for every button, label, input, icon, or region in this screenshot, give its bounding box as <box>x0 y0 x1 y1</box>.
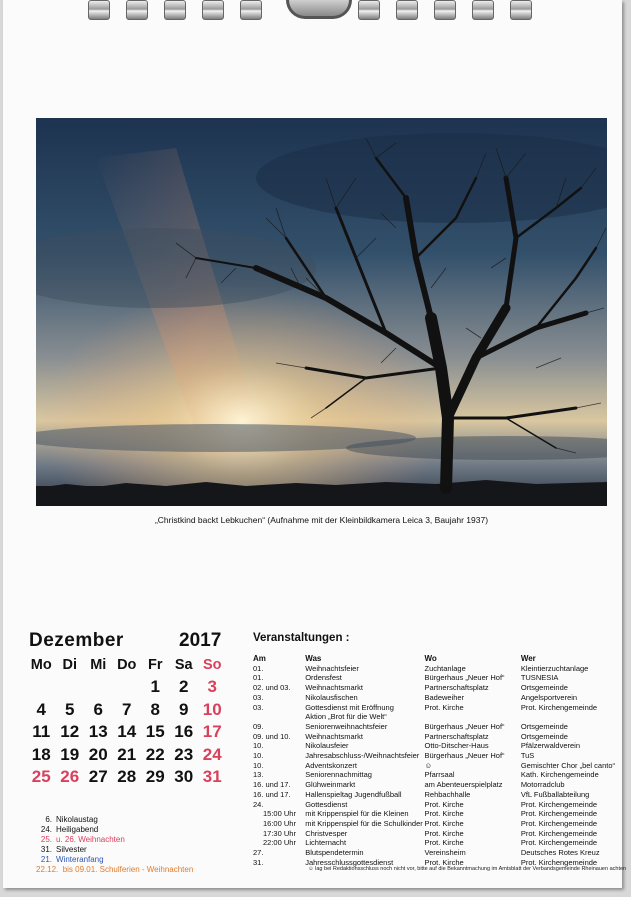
day-cell-sunday: 17 <box>202 722 222 742</box>
event-row <box>253 722 622 732</box>
event-location: Pfarrsaal <box>424 770 455 780</box>
day-cell: 11 <box>32 722 51 742</box>
holiday-text: u. 26. Weihnachten <box>56 835 125 844</box>
event-location: Prot. Kirche <box>424 799 464 809</box>
day-cell: 29 <box>145 767 165 787</box>
day-cell: 28 <box>117 767 137 787</box>
hanger-hook <box>286 0 352 19</box>
events-title: Veranstaltungen : <box>253 632 350 644</box>
day-cell-holiday: 26 <box>60 767 80 787</box>
holiday-date: 24. <box>40 825 52 834</box>
day-cell: 20 <box>88 744 108 764</box>
event-date: 27. <box>253 848 264 858</box>
holiday-date: 21. <box>40 855 52 864</box>
event-name: Seniorenweihnachtsfeier <box>305 721 388 731</box>
holiday-date: 22.12. <box>36 865 59 874</box>
event-organizer: Prot. Kirchengemeinde <box>520 809 598 819</box>
weekday-label: Fr <box>148 657 163 673</box>
event-location: am Abenteuerspielplatz <box>424 780 503 790</box>
event-organizer: TuS <box>520 751 535 761</box>
binding-ring <box>434 0 456 20</box>
day-cell-sunday: 10 <box>202 699 222 719</box>
event-row <box>253 809 622 819</box>
day-cell: 2 <box>179 677 189 697</box>
event-date: 01. <box>253 673 264 683</box>
events-header-row <box>253 654 622 664</box>
spiral-binding <box>0 0 631 22</box>
holiday-item <box>36 825 193 835</box>
event-name: Gottesdienst <box>305 799 348 809</box>
event-date: 13. <box>253 770 264 780</box>
day-cell: 14 <box>117 722 137 742</box>
event-name: mit Krippenspiel für die Kleinen <box>305 809 409 819</box>
event-row <box>253 741 622 751</box>
day-cell: 1 <box>150 677 160 697</box>
calendar-page <box>3 0 627 888</box>
event-date: 22:00 Uhr <box>263 838 296 848</box>
binding-ring <box>358 0 380 20</box>
photo-caption: „Christkind backt Lebkuchen“ (Aufnahme mit der Kleinbildkamera Leica 3, Baujahr 1937) <box>154 515 489 525</box>
event-date: 15:00 Uhr <box>263 809 296 819</box>
day-cell: 27 <box>88 767 108 787</box>
day-cell <box>84 676 113 699</box>
day-cell: 23 <box>174 744 194 764</box>
event-row <box>253 800 622 810</box>
event-location: Prot. Kirche <box>424 857 464 867</box>
event-name: Christvesper <box>305 828 348 838</box>
day-cell: 9 <box>179 699 189 719</box>
event-organizer: Gemischter Chor „bel canto“ <box>520 760 616 770</box>
binding-ring <box>472 0 494 20</box>
event-location: Bürgerhaus „Neuer Hof“ <box>424 751 505 761</box>
event-organizer: Angelsportverein <box>520 692 578 702</box>
event-row <box>253 664 622 674</box>
holiday-text: Winteranfang <box>56 855 104 864</box>
event-row <box>253 848 622 858</box>
day-cell-sunday: 3 <box>207 677 217 697</box>
holiday-text: Heiligabend <box>56 825 99 834</box>
event-organizer: Motorradclub <box>520 780 565 790</box>
event-organizer: Ortsgemeinde <box>520 721 568 731</box>
event-organizer <box>521 712 622 722</box>
binding-ring <box>240 0 262 20</box>
event-organizer: Pfälzerwaldverein <box>520 741 581 751</box>
binding-ring <box>164 0 186 20</box>
holiday-item <box>36 865 193 875</box>
event-row <box>253 703 622 713</box>
day-cell <box>56 676 85 699</box>
event-organizer: Ortsgemeinde <box>520 731 568 741</box>
weekday-label-sunday: So <box>202 657 222 673</box>
day-cell <box>27 676 56 699</box>
event-location: Bürgerhaus „Neuer Hof“ <box>424 673 505 683</box>
event-date: 16. und 17. <box>253 789 291 799</box>
event-name: Seniorennachmittag <box>305 770 372 780</box>
event-date: 10. <box>253 751 264 761</box>
event-location: Prot. Kirche <box>424 809 464 819</box>
tree-sunset-photo <box>36 118 607 506</box>
holiday-item <box>36 845 193 855</box>
event-location: Badeweiher <box>424 692 465 702</box>
event-organizer: Prot. Kirchengemeinde <box>520 818 598 828</box>
holiday-list <box>36 815 193 875</box>
event-row <box>253 683 622 693</box>
event-organizer: Prot. Kirchengemeinde <box>520 857 598 867</box>
event-location: Vereinsheim <box>424 848 466 858</box>
event-name: Gottesdienst mit Eröffnung <box>305 702 394 712</box>
day-cell: 6 <box>93 699 103 719</box>
event-location: Rehbachhalle <box>424 789 471 799</box>
holiday-date: 25. <box>40 835 52 844</box>
event-row <box>253 829 622 839</box>
event-date: 10. <box>253 741 264 751</box>
col-header-wo: Wo <box>424 654 437 663</box>
day-cell: 5 <box>65 699 75 719</box>
event-row <box>253 761 622 771</box>
day-cell: 4 <box>36 699 46 719</box>
event-name: Lichternacht <box>305 838 347 848</box>
event-name: Nikolausfischen <box>305 692 358 702</box>
day-cell: 22 <box>145 744 165 764</box>
event-name: Weihnachtsmarkt <box>305 683 364 693</box>
weekday-label: Mo <box>30 657 52 673</box>
event-date: 02. und 03. <box>253 683 291 693</box>
event-date <box>253 712 305 722</box>
event-name: Ordensfest <box>305 673 342 683</box>
event-date: 10. <box>253 760 264 770</box>
event-location <box>424 712 520 722</box>
event-location: Prot. Kirche <box>424 828 464 838</box>
day-cell: 19 <box>60 744 80 764</box>
event-location: Zuchtanlage <box>424 663 466 673</box>
event-name: Blutspendetermin <box>305 848 364 858</box>
day-cell: 7 <box>122 699 132 719</box>
event-organizer: Ortsgemeinde <box>520 683 568 693</box>
event-location: Partnerschaftsplatz <box>424 731 489 741</box>
event-location: ☺ <box>424 760 433 770</box>
event-date: 16. und 17. <box>253 780 291 790</box>
event-date: 01. <box>253 663 264 673</box>
col-header-wer: Wer <box>520 654 536 663</box>
event-date: 24. <box>253 799 264 809</box>
event-location: Prot. Kirche <box>424 702 464 712</box>
col-header-was: Was <box>305 654 322 663</box>
day-cell: 12 <box>60 722 80 742</box>
event-date: 09. und 10. <box>253 731 291 741</box>
day-cell-holiday: 25 <box>31 767 51 787</box>
event-row <box>253 693 622 703</box>
day-cell: 15 <box>145 722 165 742</box>
event-organizer: Prot. Kirchengemeinde <box>520 702 598 712</box>
day-cell: 13 <box>88 722 108 742</box>
event-row <box>253 838 622 848</box>
holiday-date: 31. <box>40 845 52 854</box>
event-date: 31. <box>253 857 264 867</box>
event-organizer: Kath. Kirchengemeinde <box>520 770 599 780</box>
event-row <box>253 780 622 790</box>
event-location: Bürgerhaus „Neuer Hof“ <box>424 721 505 731</box>
event-organizer: TUSNESIA <box>520 673 559 683</box>
binding-ring <box>88 0 110 20</box>
weekday-label: Sa <box>174 657 193 673</box>
event-row <box>253 770 622 780</box>
event-row <box>253 751 622 761</box>
holiday-item <box>36 855 193 865</box>
event-location: Partnerschaftsplatz <box>424 683 489 693</box>
event-name: Jahresabschluss-/Weihnachtsfeier <box>305 751 420 761</box>
event-location: Prot. Kirche <box>424 838 464 848</box>
event-name: Glühweinmarkt <box>305 780 356 790</box>
event-organizer: Kleintierzuchtanlage <box>520 663 589 673</box>
event-row <box>253 712 622 722</box>
event-date: 03. <box>253 702 264 712</box>
event-name: Weihnachtsfeier <box>305 663 359 673</box>
day-cell: 30 <box>174 767 194 787</box>
event-name: Jahresschlussgottesdienst <box>305 857 394 867</box>
binding-ring <box>202 0 224 20</box>
holiday-text: Silvester <box>56 845 87 854</box>
event-organizer: Prot. Kirchengemeinde <box>520 828 598 838</box>
day-cell: 18 <box>31 744 51 764</box>
month-name: Dezember <box>29 630 124 651</box>
binding-ring <box>396 0 418 20</box>
holiday-date: 6. <box>45 815 52 824</box>
event-name: Adventskonzert <box>305 760 357 770</box>
weekday-label: Mi <box>90 657 107 673</box>
event-row <box>253 673 622 683</box>
day-cell-sunday: 31 <box>202 767 222 787</box>
holiday-text: Nikolaustag <box>56 815 98 824</box>
event-date: 17:30 Uhr <box>263 828 296 838</box>
day-cell: 8 <box>150 699 160 719</box>
event-name: mit Krippenspiel für die Schulkinder <box>305 818 423 828</box>
year: 2017 <box>179 630 222 651</box>
event-organizer: Prot. Kirchengemeinde <box>520 799 598 809</box>
event-date: 16:00 Uhr <box>263 818 296 828</box>
holiday-item <box>36 835 193 845</box>
col-header-am: Am <box>253 654 266 663</box>
event-row <box>253 819 622 829</box>
weekday-label: Do <box>117 657 137 673</box>
day-cell-holiday: 24 <box>202 744 222 764</box>
events-table <box>253 654 622 867</box>
event-row <box>253 790 622 800</box>
event-date: 09. <box>253 721 264 731</box>
event-organizer: VfL Fußballabteilung <box>520 789 590 799</box>
event-organizer: Deutsches Rotes Kreuz <box>520 848 600 858</box>
event-organizer: Prot. Kirchengemeinde <box>520 838 598 848</box>
event-location: Otto-Ditscher-Haus <box>424 741 489 751</box>
binding-ring <box>126 0 148 20</box>
event-name: Weihnachtsmarkt <box>305 731 364 741</box>
event-name: Aktion „Brot für die Welt“ <box>305 712 387 722</box>
day-cell: 16 <box>174 722 194 742</box>
footnote: ☺ lag bei Redaktionsschluss noch nicht vor, bitte auf die Bekanntmachung im Amtsblatt der Verbandsgemeinde Rheinauen achten <box>308 866 627 872</box>
month-calendar <box>27 654 227 789</box>
holiday-text: bis 09.01. Schulferien - Weihnachten <box>62 865 194 874</box>
day-cell <box>113 676 142 699</box>
event-date: 03. <box>253 692 264 702</box>
event-name: Nikolausfeier <box>305 741 349 751</box>
event-row <box>253 732 622 742</box>
weekday-label: Di <box>62 657 77 673</box>
event-name: Hallenspieltag Jugendfußball <box>305 789 402 799</box>
holiday-item <box>36 815 193 825</box>
day-cell: 21 <box>117 744 137 764</box>
binding-ring <box>510 0 532 20</box>
event-location: Prot. Kirche <box>424 818 464 828</box>
